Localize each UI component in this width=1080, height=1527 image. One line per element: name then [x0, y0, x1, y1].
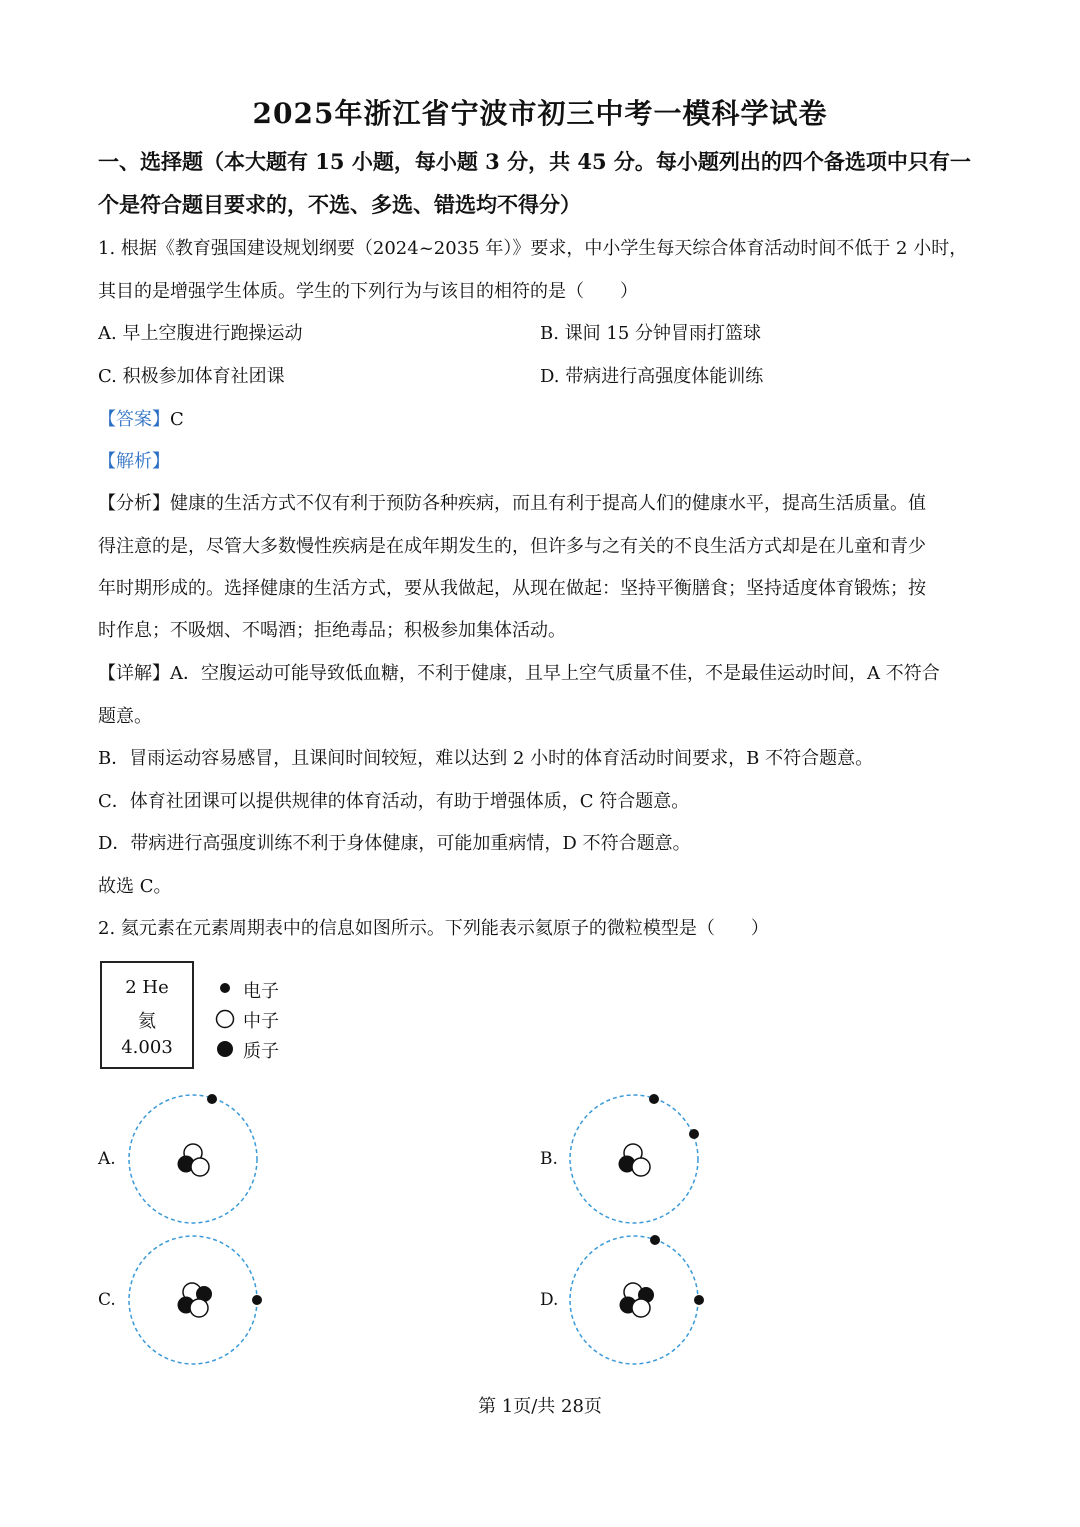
atom-model-b — [570, 1094, 699, 1223]
answer-label: 【答案】 — [98, 409, 170, 430]
page-number: 第 1页/共 28页 — [478, 1396, 602, 1417]
electron-d2 — [694, 1295, 704, 1305]
fenxi-text1: 健康的生活方式不仅有利于预防各种疾病，而且有利于提高人们的健康水平，提高生活质量。值 — [170, 493, 926, 514]
q1-stem-line1: 1. 根据《教育强国建设规划纲要（2024~2035 年）》要求，中小学生每天综合体育活动时间不低于 2 小时， — [98, 238, 968, 259]
legend-neutron-label: 中子 — [243, 1011, 279, 1032]
fenxi-label: 【分析】 — [98, 493, 170, 514]
fenxi-line4: 时作息；不吸烟、不喝酒；拒绝毒品；积极参加集体活动。 — [98, 620, 566, 641]
xiangjie-label: 【详解】 — [98, 663, 170, 684]
detail-line-b: B．冒雨运动容易感冒，且课间时间较短，难以达到 2 小时的体育活动时间要求，B 不符合题意。 — [98, 748, 874, 769]
q2-option-a-label: A. — [98, 1149, 116, 1169]
element-name: 氦 — [138, 1011, 156, 1032]
legend-proton-icon — [217, 1041, 233, 1057]
legend-electron-icon — [220, 983, 230, 993]
element-mass: 4.003 — [121, 1037, 173, 1058]
fenxi-line3: 年时期形成的。选择健康的生活方式，要从我做起，从现在做起：坚持平衡膳食；坚持适度体育锻炼；按 — [98, 578, 926, 599]
neutron-c2 — [190, 1299, 208, 1317]
atom-model-a — [129, 1094, 257, 1223]
q1-option-a: A. 早上空腹进行跑操运动 — [98, 323, 303, 344]
legend-neutron-icon — [217, 1011, 234, 1028]
neutron-b2 — [632, 1158, 650, 1176]
q2-stem: 2. 氦元素在元素周期表中的信息如图所示。下列能表示氦原子的微粒模型是（ ） — [98, 918, 769, 939]
q1-option-c: C. 积极参加体育社团课 — [98, 366, 285, 387]
detail-a-text: A．空腹运动可能导致低血糖，不利于健康，且早上空气质量不佳，不是最佳运动时间，A 不符合 — [170, 663, 940, 684]
q2-option-b-label: B. — [540, 1149, 558, 1169]
q1-stem-line2: 其目的是增强学生体质。学生的下列行为与该目的相符的是（ ） — [98, 281, 638, 302]
legend-electron-label: 电子 — [243, 981, 279, 1002]
section-heading-line2: 个是符合题目要求的，不选、多选、错选均不得分） — [98, 192, 581, 217]
electron-b1 — [649, 1094, 659, 1104]
atom-model-c — [129, 1236, 262, 1364]
q2-option-d-label: D. — [540, 1290, 559, 1310]
conclusion: 故选 C。 — [98, 876, 172, 897]
detail-line-d: D．带病进行高强度训练不利于身体健康，可能加重病情，D 不符合题意。 — [98, 833, 691, 854]
legend-proton-label: 质子 — [243, 1041, 279, 1062]
q2-option-c-label: C. — [98, 1290, 116, 1310]
detail-line-c: C．体育社团课可以提供规律的体育活动，有助于增强体质，C 符合题意。 — [98, 791, 690, 812]
electron-d1 — [650, 1235, 660, 1245]
atom-model-d — [570, 1235, 704, 1364]
neutron-a2 — [191, 1158, 209, 1176]
page-title: 2025年浙江省宁波市初三中考一模科学试卷 — [252, 97, 828, 130]
neutron-d2 — [632, 1299, 650, 1317]
detail-line-a2: 题意。 — [98, 706, 152, 727]
q1-option-b: B. 课间 15 分钟冒雨打篮球 — [540, 323, 762, 344]
q1-option-d: D. 带病进行高强度体能训练 — [540, 366, 764, 387]
fenxi-line2: 得注意的是，尽管大多数慢性疾病是在成年期发生的，但许多与之有关的不良生活方式却是在儿童和青少 — [98, 536, 926, 557]
electron-c1 — [252, 1295, 262, 1305]
electron-a1 — [207, 1094, 217, 1104]
analysis-label: 【解析】 — [98, 451, 170, 472]
element-number-symbol: 2 He — [125, 977, 169, 998]
answer-value: C — [170, 409, 184, 430]
section-heading-line1: 一、选择题（本大题有 15 小题，每小题 3 分，共 45 分。每小题列出的四个备选项中只有一 — [98, 149, 971, 174]
electron-b2 — [689, 1129, 699, 1139]
